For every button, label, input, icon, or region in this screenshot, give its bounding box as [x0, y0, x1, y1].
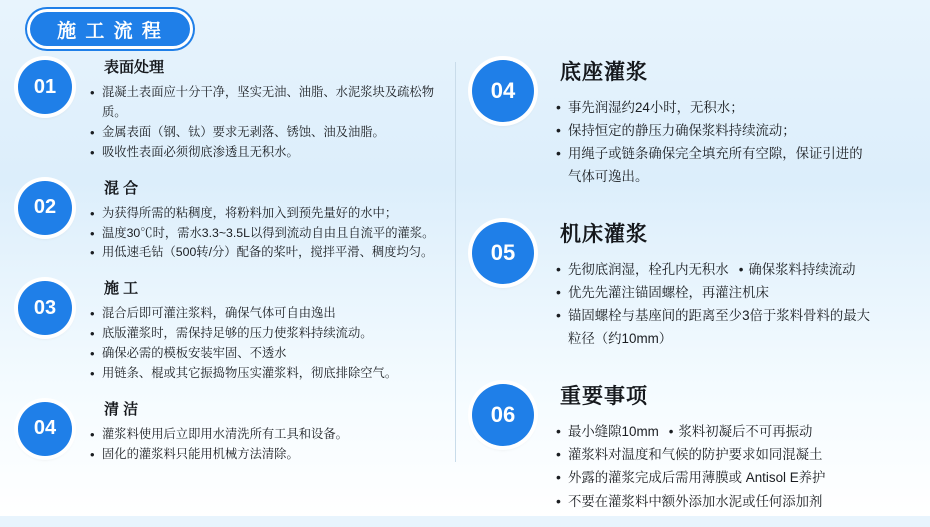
step-content: [534, 218, 902, 350]
list-item-extra: • 浆料初凝后不可再振动: [669, 420, 813, 443]
step-content: [534, 56, 902, 188]
step-number-badge: 04: [472, 60, 534, 122]
step-number-badge: 06: [472, 384, 534, 446]
step-bullet-list: [556, 420, 902, 512]
step-number-badge: 03: [18, 281, 72, 335]
list-item: • 灌浆料对温度和气候的防护要求如同混凝土: [556, 443, 902, 466]
step-block-04-right: [472, 56, 902, 188]
step-heading: 表面处理: [104, 59, 165, 76]
step-block-01: [18, 56, 448, 163]
list-item: • 事先润湿约24小时，无积水；: [556, 96, 902, 119]
step-block-02: [18, 177, 448, 264]
step-heading: 重要事项: [560, 385, 648, 409]
step-content: [534, 380, 902, 512]
list-item-text: 先彻底润湿，栓孔内无积水: [568, 262, 729, 278]
list-item: [556, 258, 902, 281]
page-title-pill: [30, 12, 190, 46]
list-item: • 混合后即可灌注浆料，确保气体可自由逸出: [90, 304, 448, 324]
step-content: [72, 398, 448, 465]
list-item: • 灌浆料使用后立即用水清洗所有工具和设备。: [90, 425, 448, 445]
list-item: • 用绳子或链条确保完全填充所有空隙，保证引进的: [556, 142, 902, 165]
list-item: • 不要在灌浆料中额外添加水泥或任何添加剂: [556, 490, 902, 513]
step-heading: 混 合: [104, 179, 139, 197]
list-item: • 用低速毛钻（500转/分）配备的桨叶，搅拌平滑、稠度均匀。: [90, 243, 448, 263]
step-bullet-list: [90, 425, 448, 465]
list-item: • 混凝土表面应十分干净，坚实无油、油脂、水泥浆块及疏松物质。: [90, 83, 448, 123]
list-item: • 底版灌浆时，需保持足够的压力使浆料持续流动。: [90, 324, 448, 344]
list-item: • 锚固螺栓与基座间的距离至少3倍于浆料骨料的最大: [556, 304, 902, 327]
list-item: • 确保必需的模板安装牢固、不透水: [90, 344, 448, 364]
right-column: [472, 56, 902, 527]
list-item: • 为获得所需的粘稠度，将粉料加入到预先量好的水中；: [90, 204, 448, 224]
step-block-05: [472, 218, 902, 350]
step-number-badge: 01: [18, 60, 72, 114]
step-bullet-list: [90, 304, 448, 384]
step-bullet-list: [556, 96, 902, 188]
step-content: [72, 177, 448, 264]
list-item: • 用链条、棍或其它振捣物压实灌浆料，彻底排除空气。: [90, 364, 448, 384]
step-heading: 施 工: [104, 280, 139, 298]
list-item-extra: • 确保浆料持续流动: [739, 258, 856, 281]
step-heading: 底座灌浆: [560, 61, 648, 84]
page-title: 施 工 流 程: [57, 20, 163, 42]
list-item-continuation: 粒径（约10mm）: [568, 331, 673, 347]
list-item: • 保持恒定的静压力确保浆料持续流动；: [556, 119, 902, 142]
step-bullet-list: [90, 204, 448, 264]
column-divider: [455, 62, 456, 462]
step-block-04-left: [18, 398, 448, 465]
list-item: • 优先先灌注锚固螺栓，再灌注机床: [556, 281, 902, 304]
list-item: [556, 420, 902, 443]
step-content: [72, 56, 448, 163]
step-bullet-list: [556, 258, 902, 350]
left-column: [18, 56, 448, 479]
step-heading: 清 洁: [104, 400, 139, 418]
step-number-badge: 04: [18, 402, 72, 456]
list-item: • 温度30℃时，需水3.3~3.5L以得到流动自由且自流平的灌浆。: [90, 224, 448, 244]
step-bullet-list: [90, 83, 448, 163]
step-number-badge: 05: [472, 222, 534, 284]
list-item: • 固化的灌浆料只能用机械方法清除。: [90, 445, 448, 465]
list-item: • 吸收性表面必须彻底渗透且无积水。: [90, 143, 448, 163]
list-item-continuation: 气体可逸出。: [568, 169, 649, 185]
step-heading: 机床灌浆: [560, 223, 648, 247]
step-number-badge: 02: [18, 181, 72, 235]
step-block-03: [18, 277, 448, 384]
list-item: • 金属表面（钢、钛）要求无剥落、锈蚀、油及油脂。: [90, 123, 448, 143]
step-content: [72, 277, 448, 384]
list-item: • 外露的灌浆完成后需用薄膜或 Antisol E养护: [556, 466, 902, 489]
list-item-text: 最小缝隙10mm: [568, 424, 659, 440]
step-block-06: [472, 380, 902, 512]
